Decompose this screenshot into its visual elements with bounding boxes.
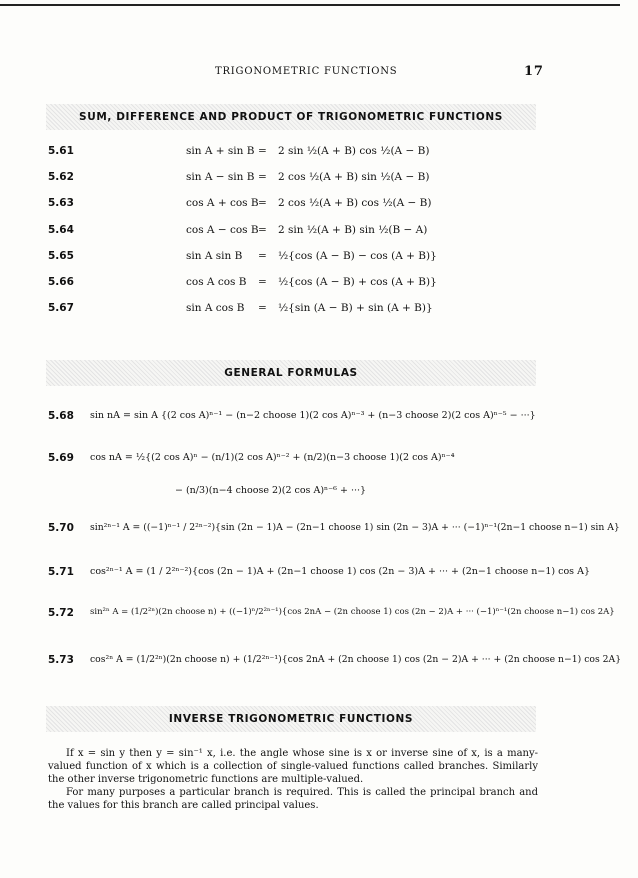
equals-sign: =	[258, 250, 267, 262]
equals-sign: =	[258, 197, 267, 209]
formula-body: sin²ⁿ A = (1/2²ⁿ)(2n choose n) + ((−1)ⁿ/2²ⁿ⁻¹){cos 2nA − (2n choose 1) cos (2n − 2)A + ··· (−1)ⁿ⁻¹(2n choose n−1) cos 2A}	[90, 607, 615, 617]
equals-sign: =	[258, 224, 267, 236]
formula-lhs: sin A sin B	[186, 250, 243, 262]
section-title: INVERSE TRIGONOMETRIC FUNCTIONS	[168, 713, 414, 725]
formula-number: 5.66	[48, 276, 74, 288]
formula-number: 5.65	[48, 250, 74, 262]
formula-lhs: sin A − sin B	[186, 171, 255, 183]
equals-sign: =	[258, 276, 267, 288]
section-heading-sum	[46, 104, 536, 130]
formula-lhs: cos A cos B	[186, 276, 247, 288]
formula-rhs: 2 sin ½(A + B) cos ½(A − B)	[278, 145, 430, 157]
formula-rhs: 2 cos ½(A + B) sin ½(A − B)	[278, 171, 430, 183]
formula-number: 5.67	[48, 302, 74, 314]
formula-lhs: sin A + sin B	[186, 145, 255, 157]
formula-number: 5.68	[48, 410, 74, 422]
equals-sign: =	[258, 302, 267, 314]
formula-rhs: ½{sin (A − B) + sin (A + B)}	[278, 302, 433, 314]
formula-number: 5.62	[48, 171, 74, 183]
formula-number: 5.71	[48, 566, 74, 578]
running-title: TRIGONOMETRIC FUNCTIONS	[215, 66, 398, 77]
formula-lhs: cos A − cos B	[186, 224, 259, 236]
formula-lhs: sin A cos B	[186, 302, 245, 314]
formula-number: 5.61	[48, 145, 74, 157]
formula-body: sin nA = sin A {(2 cos A)ⁿ⁻¹ − (n−2 choose 1)(2 cos A)ⁿ⁻³ + (n−3 choose 2)(2 cos A)ⁿ⁻⁵ − ···}	[90, 410, 536, 421]
formula-number: 5.63	[48, 197, 74, 209]
formula-number: 5.70	[48, 522, 74, 534]
paragraph: For many purposes a particular branch is required. This is called the principal branch and the values for this branch are called principal values.	[48, 787, 538, 811]
formula-rhs: 2 cos ½(A + B) cos ½(A − B)	[278, 197, 432, 209]
section-heading-general	[46, 360, 536, 386]
equals-sign: =	[258, 171, 267, 183]
formula-rhs: ½{cos (A − B) − cos (A + B)}	[278, 250, 437, 262]
formula-number: 5.72	[48, 607, 74, 619]
formula-body: cos²ⁿ A = (1/2²ⁿ)(2n choose n) + (1/2²ⁿ⁻¹){cos 2nA + (2n choose 1) cos (2n − 2)A + ··· + (2n choose n−1) cos 2A}	[90, 654, 622, 665]
top-rule	[0, 4, 620, 6]
formula-lhs: cos A + cos B	[186, 197, 259, 209]
formula-body: cos nA = ½{(2 cos A)ⁿ − (n/1)(2 cos A)ⁿ⁻² + (n/2)(n−3 choose 1)(2 cos A)ⁿ⁻⁴	[90, 452, 455, 463]
formula-body: sin²ⁿ⁻¹ A = ((−1)ⁿ⁻¹ / 2²ⁿ⁻²){sin (2n − 1)A − (2n−1 choose 1) sin (2n − 3)A + ··· (−1)ⁿ⁻¹(2n−1 choose n−1) sin A}	[90, 522, 620, 533]
section-title: SUM, DIFFERENCE AND PRODUCT OF TRIGONOMETRIC FUNCTIONS	[79, 111, 503, 123]
formula-body: cos²ⁿ⁻¹ A = (1 / 2²ⁿ⁻²){cos (2n − 1)A + (2n−1 choose 1) cos (2n − 3)A + ··· + (2n−1 choose n−1) cos A}	[90, 566, 590, 577]
formula-rhs: ½{cos (A − B) + cos (A + B)}	[278, 276, 437, 288]
formula-continuation: − (n/3)(n−4 choose 2)(2 cos A)ⁿ⁻⁶ + ···}	[175, 485, 367, 496]
section-title: GENERAL FORMULAS	[224, 367, 358, 379]
section-heading-inverse	[46, 706, 536, 732]
page-number: 17	[524, 64, 544, 79]
formula-rhs: 2 sin ½(A + B) sin ½(B − A)	[278, 224, 428, 236]
inverse-text	[48, 747, 538, 812]
equals-sign: =	[258, 145, 267, 157]
formula-number: 5.64	[48, 224, 74, 236]
formula-number: 5.69	[48, 452, 74, 464]
formula-number: 5.73	[48, 654, 74, 666]
paragraph: If x = sin y then y = sin⁻¹ x, i.e. the angle whose sine is x or inverse sine of x, is a many-valued function of x which is a collection of single-valued functions called branches. Similarly the other inverse trigonometric functions are multiple-valued.	[48, 748, 538, 785]
